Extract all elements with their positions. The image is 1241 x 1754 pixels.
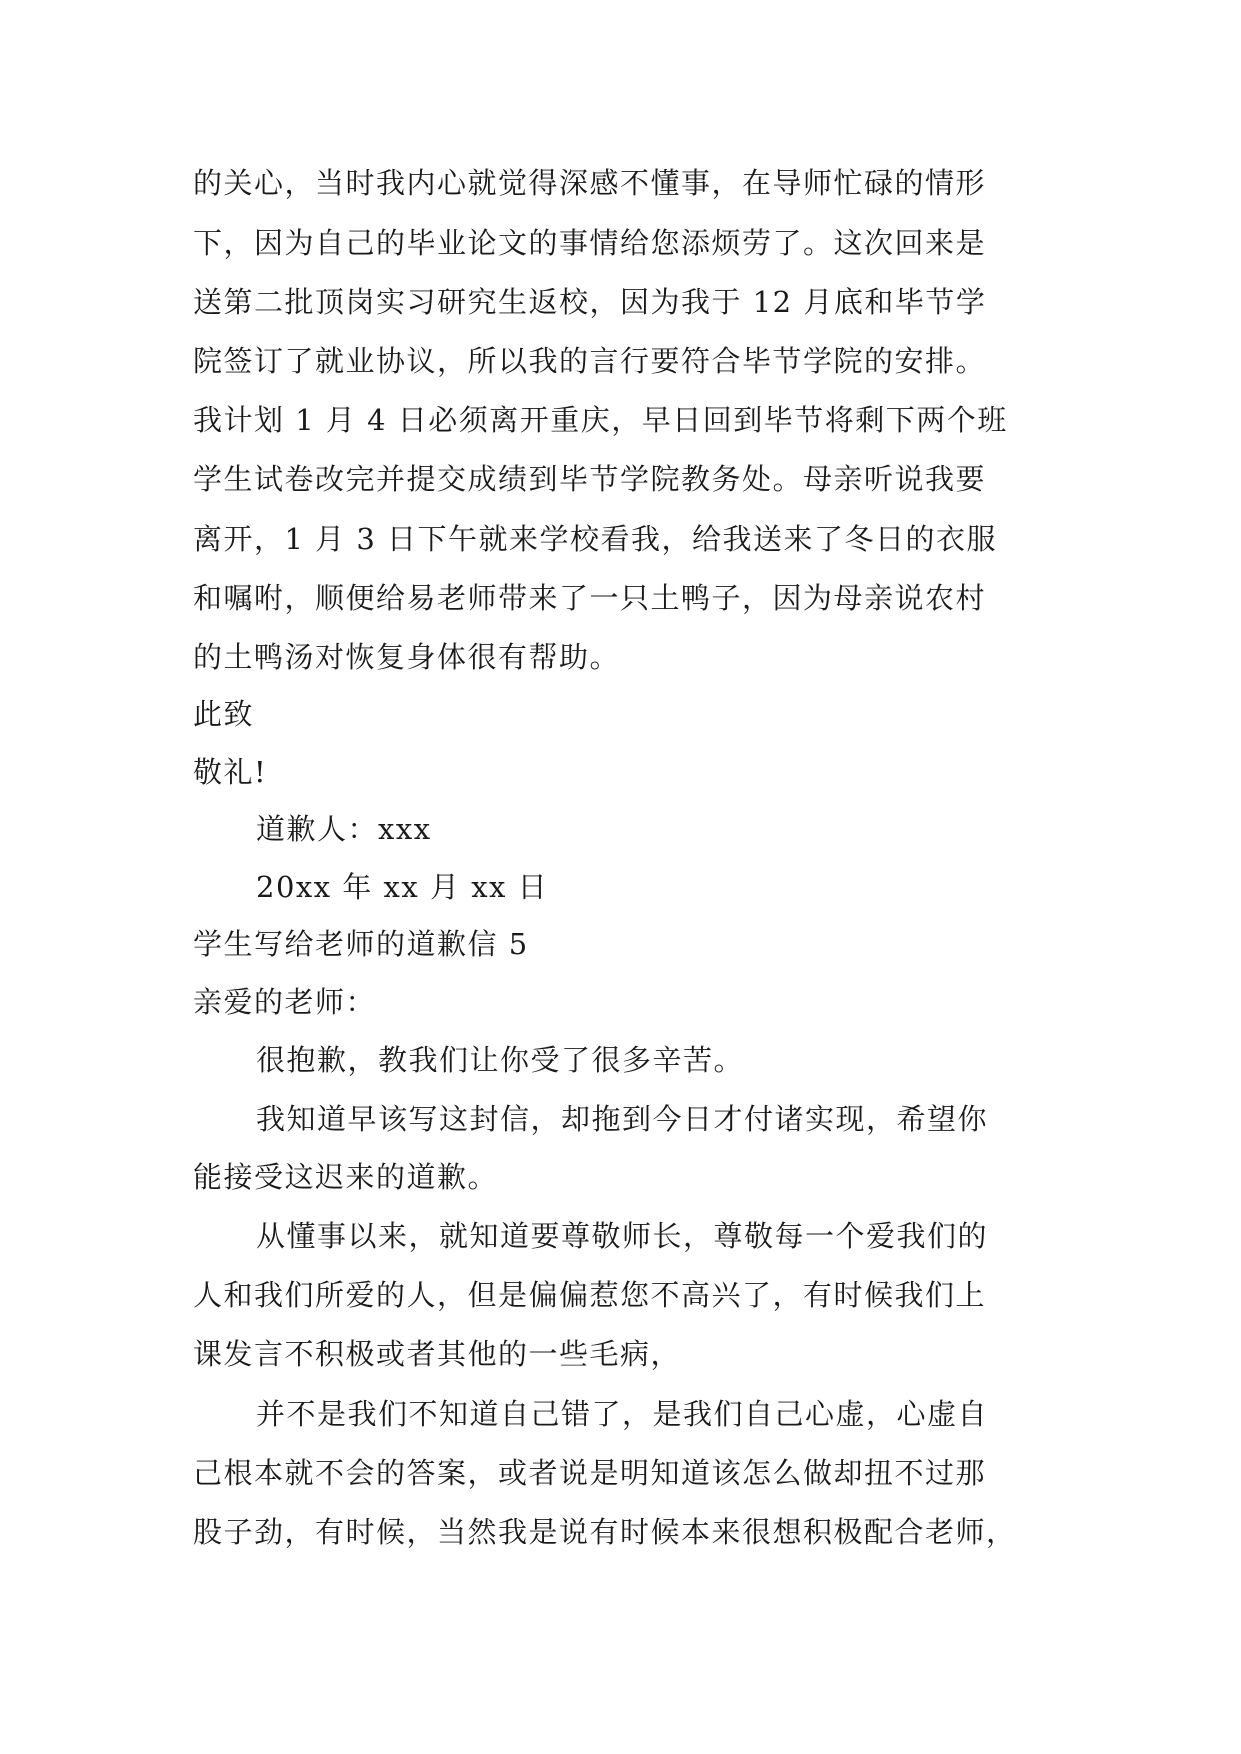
signature-name: 道歉人：xxx bbox=[256, 812, 432, 846]
paragraph-line: 的关心，当时我内心就觉得深感不懂事，在导师忙碌的情形 bbox=[193, 166, 987, 200]
paragraph-line: 从懂事以来，就知道要尊敬师长，尊敬每一个爱我们的 bbox=[256, 1219, 989, 1253]
signature-date: 20xx 年 xx 月 xx 日 bbox=[256, 870, 549, 904]
paragraph-line: 我知道早该写这封信，却拖到今日才付诸实现，希望你 bbox=[256, 1102, 989, 1136]
paragraph-line: 和嘱咐，顺便给易老师带来了一只土鸭子，因为母亲说农村 bbox=[193, 581, 987, 615]
letter-greeting: 亲爱的老师： bbox=[193, 985, 377, 1019]
paragraph-line: 我计划 1 月 4 日必须离开重庆，早日回到毕节将剩下两个班 bbox=[193, 403, 1008, 437]
paragraph-line: 课发言不积极或者其他的一些毛病， bbox=[193, 1337, 682, 1371]
closing-regards: 敬礼! bbox=[193, 755, 268, 789]
paragraph-line: 并不是我们不知道自己错了，是我们自己心虚，心虚自 bbox=[256, 1397, 989, 1431]
closing-salutation: 此致 bbox=[193, 697, 255, 731]
paragraph-line: 下，因为自己的毕业论文的事情给您添烦劳了。这次回来是 bbox=[193, 226, 987, 260]
paragraph-line: 院签订了就业协议，所以我的言行要符合毕节学院的安排。 bbox=[193, 344, 987, 378]
paragraph-line: 送第二批顶岗实习研究生返校，因为我于 12 月底和毕节学 bbox=[193, 285, 987, 319]
paragraph-line: 人和我们所爱的人，但是偏偏惹您不高兴了，有时候我们上 bbox=[193, 1278, 987, 1312]
paragraph-line: 股子劲，有时候，当然我是说有时候本来很想积极配合老师， bbox=[193, 1515, 1017, 1549]
paragraph-line: 能接受这迟来的道歉。 bbox=[193, 1160, 499, 1194]
paragraph-line: 离开，1 月 3 日下午就来学校看我，给我送来了冬日的衣服 bbox=[193, 522, 998, 556]
paragraph-line: 己根本就不会的答案，或者说是明知道该怎么做却扭不过那 bbox=[193, 1456, 987, 1490]
section-title: 学生写给老师的道歉信 5 bbox=[193, 927, 529, 961]
paragraph-line: 很抱歉，教我们让你受了很多辛苦。 bbox=[256, 1043, 745, 1077]
paragraph-line: 的土鸭汤对恢复身体很有帮助。 bbox=[193, 640, 621, 674]
paragraph-line: 学生试卷改完并提交成绩到毕节学院教务处。母亲听说我要 bbox=[193, 462, 987, 496]
